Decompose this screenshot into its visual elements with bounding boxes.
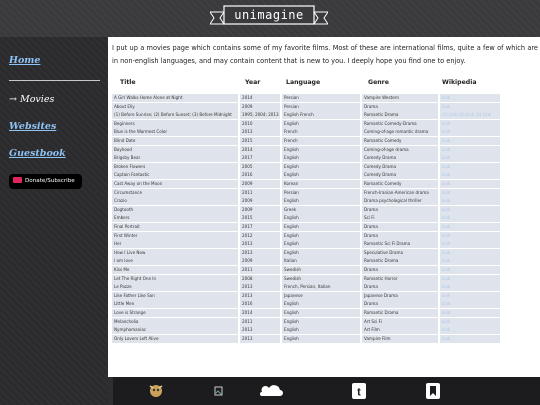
- footer-bar: [113, 377, 540, 405]
- table-row: [112, 292, 502, 301]
- nav-current-movies: → Movies: [9, 94, 55, 105]
- table-cell: 2017: [240, 154, 280, 162]
- table-cell: Circumstance: [112, 189, 238, 197]
- table-row: [112, 137, 502, 146]
- table-cell: 2013: [240, 240, 280, 248]
- table-cell: Comedy Drama: [362, 154, 438, 162]
- wikipedia-link[interactable]: Link: [440, 275, 500, 283]
- table-cell: Like Father Like Son: [112, 292, 238, 300]
- nav-websites[interactable]: Websites: [9, 121, 57, 132]
- table-row: [112, 214, 502, 223]
- table-cell: About Elly: [112, 103, 238, 111]
- table-row: [112, 94, 502, 103]
- logo-banner[interactable]: [210, 4, 328, 30]
- site-logo: unimagine: [234, 8, 304, 22]
- table-cell: Embers: [112, 214, 238, 222]
- table-cell: First Winter: [112, 232, 238, 240]
- table-cell: Blind Date: [112, 137, 238, 145]
- table-cell: English: [282, 197, 360, 205]
- table-cell: Le Pazze: [112, 283, 238, 291]
- wikipedia-link[interactable]: Link: [440, 326, 500, 334]
- table-cell: English: [282, 171, 360, 179]
- table-cell: 2013: [240, 326, 280, 334]
- table-cell: Blue is the Warmest Color: [112, 128, 238, 136]
- table-cell: 1995; 2004; 2013: [240, 111, 280, 119]
- table-cell: 2005: [240, 163, 280, 171]
- table-cell: English: [282, 326, 360, 334]
- table-cell: Drama: [362, 283, 438, 291]
- table-row: [112, 283, 502, 292]
- wikipedia-link[interactable]: Link: [440, 171, 500, 179]
- table-row: [112, 103, 502, 112]
- table-cell: 2009: [240, 197, 280, 205]
- table-cell: 2013: [240, 335, 280, 343]
- nav-home[interactable]: Home: [9, 55, 41, 66]
- table-cell: (1) Before Sunrise; (2) Before Sunset; (3) Before Midnight: [112, 111, 238, 119]
- table-cell: 2013: [240, 292, 280, 300]
- table-cell: 2012: [240, 232, 280, 240]
- wikipedia-link[interactable]: Link: [440, 257, 500, 265]
- table-cell: English: [282, 223, 360, 231]
- table-row: [112, 111, 502, 120]
- wikipedia-link[interactable]: Link: [440, 309, 500, 317]
- table-cell: Drama: [362, 266, 438, 274]
- table-row: [112, 163, 502, 172]
- table-cell: Crazio: [112, 197, 238, 205]
- wikipedia-link[interactable]: Link: [440, 120, 500, 128]
- wikipedia-link[interactable]: Link: [440, 206, 500, 214]
- table-cell: Persian: [282, 103, 360, 111]
- donate-label: Donate/Subscribe: [25, 178, 75, 184]
- table-row: [112, 180, 502, 189]
- svg-text:t: t: [357, 386, 361, 399]
- table-cell: English: [282, 163, 360, 171]
- table-cell: 2016: [240, 171, 280, 179]
- table-cell: 2013: [240, 249, 280, 257]
- table-cell: English: [282, 214, 360, 222]
- wikipedia-link[interactable]: Link: [440, 335, 500, 343]
- bookmark-icon[interactable]: [424, 383, 442, 399]
- table-cell: How I Live Now: [112, 249, 238, 257]
- table-cell: 2015: [240, 137, 280, 145]
- wikipedia-link[interactable]: Link: [440, 318, 500, 326]
- column-header: Genre: [368, 79, 389, 86]
- intro-paragraph: I put up a movies page which contains some of my favorite films. Most of these are international films, quite a few of which are in non-english languages, and may contain content that is new to you. I deeply hope you find one to enjoy.: [112, 44, 538, 65]
- wikipedia-link[interactable]: (1) Link (2) Link (3) Link: [440, 111, 500, 119]
- table-row: [112, 232, 502, 241]
- table-cell: English: [282, 300, 360, 308]
- table-cell: French, Persian, Italian: [282, 283, 360, 291]
- table-cell: Little Men: [112, 300, 238, 308]
- table-cell: Beginners: [112, 120, 238, 128]
- table-cell: Romantic Comedy: [362, 180, 438, 188]
- wikipedia-link[interactable]: Link: [440, 189, 500, 197]
- column-header: Language: [286, 79, 321, 86]
- table-cell: Art Sci Fi: [362, 318, 438, 326]
- table-cell: Drama: [362, 206, 438, 214]
- table-cell: Vampire Western: [362, 94, 438, 102]
- tumblr-icon[interactable]: [350, 383, 368, 399]
- wikipedia-link[interactable]: Link: [440, 223, 500, 231]
- wikipedia-link[interactable]: Link: [440, 103, 500, 111]
- table-cell: 2011: [240, 318, 280, 326]
- table-cell: Cast Away on the Moon: [112, 180, 238, 188]
- table-cell: Persian: [282, 94, 360, 102]
- table-row: [112, 197, 502, 206]
- table-row: [112, 326, 502, 335]
- table-cell: Japanese Drama: [362, 292, 438, 300]
- table-cell: Drama: [362, 103, 438, 111]
- table-cell: 2011: [240, 266, 280, 274]
- table-cell: 2009: [240, 206, 280, 214]
- table-row: [112, 275, 502, 284]
- table-cell: English: [282, 146, 360, 154]
- table-cell: Romantic Horror: [362, 275, 438, 283]
- table-cell: Coming-of-age drama: [362, 146, 438, 154]
- table-row: [112, 257, 502, 266]
- table-cell: French: [282, 128, 360, 136]
- table-cell: Melancholia: [112, 318, 238, 326]
- table-cell: Coming-of-age romantic drama: [362, 128, 438, 136]
- wikipedia-link[interactable]: Link: [440, 154, 500, 162]
- wikipedia-link[interactable]: Link: [440, 232, 500, 240]
- table-row: [112, 206, 502, 215]
- table-cell: Final Portrait: [112, 223, 238, 231]
- wikipedia-link[interactable]: Link: [440, 163, 500, 171]
- table-cell: Romantic Drama: [362, 257, 438, 265]
- table-cell: Romantic Comedy: [362, 137, 438, 145]
- table-cell: 2010: [240, 120, 280, 128]
- table-row: [112, 223, 502, 232]
- table-cell: Korean: [282, 180, 360, 188]
- table-cell: Romantic Drama: [362, 111, 438, 119]
- table-cell: Her: [112, 240, 238, 248]
- table-cell: Swedish: [282, 275, 360, 283]
- table-cell: 2014: [240, 94, 280, 102]
- table-cell: English: [282, 232, 360, 240]
- kofi-icon: [13, 177, 22, 183]
- table-cell: Romantic Comedy-Drama: [362, 120, 438, 128]
- table-cell: Let The Right One In: [112, 275, 238, 283]
- wikipedia-link[interactable]: Link: [440, 292, 500, 300]
- wikipedia-link[interactable]: Link: [440, 197, 500, 205]
- table-cell: English: [282, 120, 360, 128]
- wikipedia-link[interactable]: Link: [440, 146, 500, 154]
- table-cell: 2009: [240, 103, 280, 111]
- wikipedia-link[interactable]: Link: [440, 180, 500, 188]
- table-row: [112, 266, 502, 275]
- table-cell: 2015: [240, 214, 280, 222]
- table-cell: English: [282, 240, 360, 248]
- table-row: [112, 300, 502, 309]
- wikipedia-link[interactable]: Link: [440, 266, 500, 274]
- table-row: [112, 249, 502, 258]
- table-cell: Love is Strange: [112, 309, 238, 317]
- table-row: [112, 318, 502, 327]
- wikipedia-link[interactable]: Link: [440, 94, 500, 102]
- table-cell: English: [282, 309, 360, 317]
- table-cell: 2013: [240, 128, 280, 136]
- table-cell: Vampire Film: [362, 335, 438, 343]
- table-cell: Comedy Drama: [362, 171, 438, 179]
- table-cell: French-Iranian-American drama: [362, 189, 438, 197]
- table-cell: 2008: [240, 275, 280, 283]
- nav-divider: [9, 80, 100, 81]
- column-header: Title: [120, 79, 136, 86]
- table-cell: 2014: [240, 146, 280, 154]
- table-row: [112, 128, 502, 137]
- table-row: [112, 309, 502, 318]
- table-cell: English: [282, 249, 360, 257]
- table-cell: English: [282, 335, 360, 343]
- main-content: [108, 37, 540, 377]
- table-cell: English: [282, 154, 360, 162]
- table-cell: 2013: [240, 283, 280, 291]
- wikipedia-link[interactable]: Link: [440, 283, 500, 291]
- table-cell: French: [282, 137, 360, 145]
- wikipedia-link[interactable]: Link: [440, 300, 500, 308]
- table-cell: Brigsby Bear: [112, 154, 238, 162]
- table-cell: Romantic Sci Fi Drama: [362, 240, 438, 248]
- mascot-icon[interactable]: [147, 383, 165, 399]
- table-cell: 2016: [240, 300, 280, 308]
- table-cell: Greek: [282, 206, 360, 214]
- table-cell: Drama: [362, 223, 438, 231]
- table-row: [112, 146, 502, 155]
- table-cell: English: [282, 318, 360, 326]
- table-cell: Speculative Drama: [362, 249, 438, 257]
- table-cell: 2017: [240, 223, 280, 231]
- table-cell: Japanese: [282, 292, 360, 300]
- table-cell: I am love: [112, 257, 238, 265]
- column-header: Year: [245, 79, 261, 86]
- table-cell: Romantic Drama: [362, 309, 438, 317]
- table-cell: Broken Flowers: [112, 163, 238, 171]
- table-cell: A Girl Walks Home Alone at Night: [112, 94, 238, 102]
- table-row: [112, 240, 502, 249]
- site-header: [0, 0, 540, 37]
- sidebar: [0, 37, 108, 405]
- wikipedia-link[interactable]: Link: [440, 240, 500, 248]
- table-row: [112, 189, 502, 198]
- wikipedia-link[interactable]: Link: [440, 249, 500, 257]
- table-cell: Nymphomaniac: [112, 326, 238, 334]
- table-cell: Sci Fi: [362, 214, 438, 222]
- table-cell: 2009: [240, 180, 280, 188]
- donate-subscribe-button[interactable]: [9, 174, 82, 189]
- table-cell: Swedish: [282, 266, 360, 274]
- wikipedia-link[interactable]: Link: [440, 128, 500, 136]
- wikipedia-link[interactable]: Link: [440, 137, 500, 145]
- column-header: Wikipedia: [442, 79, 477, 86]
- soundcloud-icon[interactable]: [259, 383, 283, 399]
- table-row: [112, 120, 502, 129]
- table-cell: 2011: [240, 189, 280, 197]
- table-cell: Drama: [362, 232, 438, 240]
- table-cell: Kiss Me: [112, 266, 238, 274]
- table-cell: Boyhood: [112, 146, 238, 154]
- table-cell: Persian: [282, 189, 360, 197]
- table-cell: Dogtooth: [112, 206, 238, 214]
- table-cell: English French: [282, 111, 360, 119]
- table-row: [112, 171, 502, 180]
- table-cell: Only Lovers Left Alive: [112, 335, 238, 343]
- table-row: [112, 335, 502, 344]
- table-cell: Art Film: [362, 326, 438, 334]
- table-cell: Italian: [282, 257, 360, 265]
- table-cell: 2014: [240, 309, 280, 317]
- wikipedia-link[interactable]: Link: [440, 214, 500, 222]
- table-cell: 2009: [240, 257, 280, 265]
- table-cell: Drama: [362, 300, 438, 308]
- nav-guestbook[interactable]: Guestbook: [9, 148, 66, 159]
- table-cell: Comedy Drama: [362, 163, 438, 171]
- table-row: [112, 154, 502, 163]
- table-cell: Captain Fantastic: [112, 171, 238, 179]
- table-cell: Drama psychological thriller: [362, 197, 438, 205]
- broken-image-icon[interactable]: [213, 383, 231, 399]
